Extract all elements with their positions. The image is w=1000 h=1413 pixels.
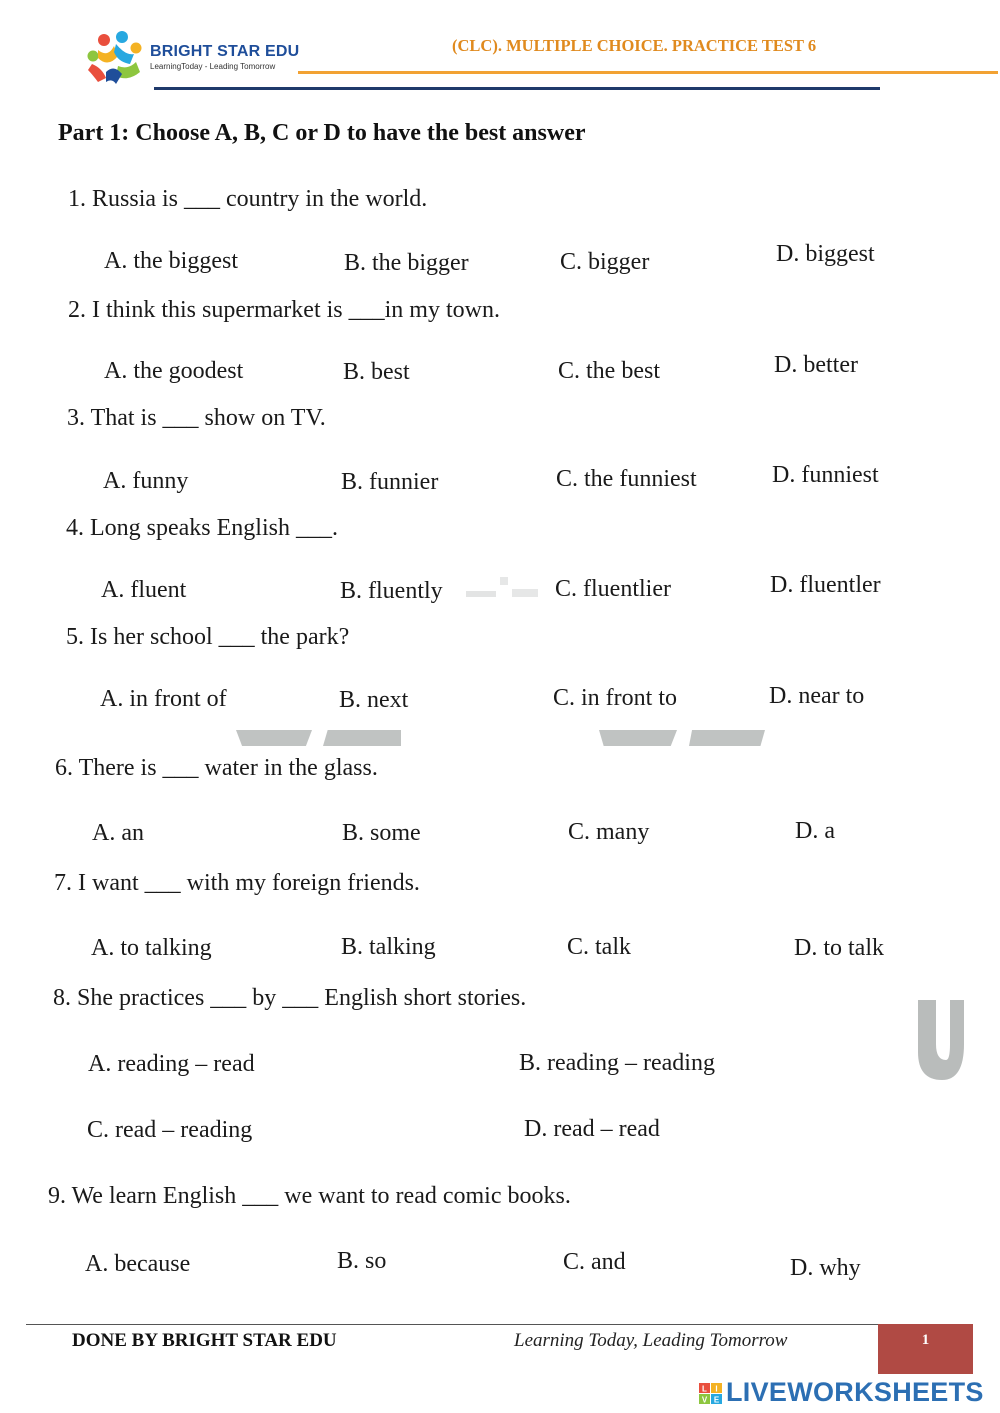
brand-tagline: LearningToday - Leading Tomorrow bbox=[150, 62, 276, 71]
question-4-option-b[interactable]: B. fluently bbox=[340, 578, 443, 604]
question-3-option-b[interactable]: B. funnier bbox=[341, 469, 439, 495]
question-9-option-c[interactable]: C. and bbox=[563, 1249, 626, 1275]
question-6-option-d[interactable]: D. a bbox=[795, 818, 835, 844]
brand-name: BRIGHT STAR EDU bbox=[150, 43, 300, 60]
question-4: 4. Long speaks English ___. bbox=[66, 515, 338, 541]
question-5-option-a[interactable]: A. in front of bbox=[100, 686, 227, 712]
page-number: 1 bbox=[921, 1332, 930, 1348]
question-8: 8. She practices ___ by ___ English short stories. bbox=[53, 985, 527, 1011]
badge-letter-l: L bbox=[702, 1384, 707, 1394]
question-3-option-d[interactable]: D. funniest bbox=[772, 462, 879, 488]
part-title: Part 1: Choose A, B, C or D to have the best answer bbox=[58, 120, 586, 146]
question-8-option-b[interactable]: B. reading – reading bbox=[519, 1050, 715, 1076]
header-rule-navy bbox=[154, 87, 880, 90]
question-1-option-c[interactable]: C. bigger bbox=[560, 249, 650, 275]
watermark-fragment bbox=[323, 730, 401, 746]
question-5-option-b[interactable]: B. next bbox=[339, 687, 409, 713]
question-2-option-d[interactable]: D. better bbox=[774, 352, 858, 378]
question-2: 2. I think this supermarket is ___in my town. bbox=[68, 297, 500, 323]
question-1-option-d[interactable]: D. biggest bbox=[776, 241, 875, 267]
question-5: 5. Is her school ___ the park? bbox=[66, 624, 350, 650]
question-1: 1. Russia is ___ country in the world. bbox=[68, 186, 428, 212]
question-3: 3. That is ___ show on TV. bbox=[67, 405, 326, 431]
question-6-option-a[interactable]: A. an bbox=[92, 820, 144, 846]
liveworksheets-wordmark[interactable]: LIVEWORKSHEETS bbox=[726, 1377, 984, 1407]
header-rule-orange bbox=[298, 71, 998, 74]
question-7: 7. I want ___ with my foreign friends. bbox=[54, 870, 420, 896]
question-2-option-c[interactable]: C. the best bbox=[558, 358, 660, 384]
question-3-option-a[interactable]: A. funny bbox=[103, 468, 189, 494]
badge-letter-e: E bbox=[713, 1395, 720, 1405]
watermark-letter-icon bbox=[916, 1000, 964, 1080]
question-9-option-d[interactable]: D. why bbox=[790, 1255, 861, 1281]
question-7-option-a[interactable]: A. to talking bbox=[91, 935, 212, 961]
liveworksheets-logo-icon bbox=[698, 1376, 724, 1410]
footer-credit: DONE BY BRIGHT STAR EDU bbox=[72, 1330, 337, 1351]
question-8-option-d[interactable]: D. read – read bbox=[524, 1116, 660, 1142]
question-4-option-a[interactable]: A. fluent bbox=[101, 577, 187, 603]
question-7-option-b[interactable]: B. talking bbox=[341, 934, 436, 960]
question-9: 9. We learn English ___ we want to read comic books. bbox=[48, 1183, 571, 1209]
footer-slogan: Learning Today, Leading Tomorrow bbox=[514, 1330, 788, 1351]
question-7-option-c[interactable]: C. talk bbox=[567, 934, 631, 960]
question-2-option-a[interactable]: A. the goodest bbox=[104, 358, 244, 384]
question-8-option-a[interactable]: A. reading – read bbox=[88, 1051, 255, 1077]
watermark-fragment bbox=[236, 730, 312, 746]
question-3-option-c[interactable]: C. the funniest bbox=[556, 466, 697, 492]
footer-rule bbox=[26, 1324, 878, 1325]
question-9-option-a[interactable]: A. because bbox=[85, 1251, 191, 1277]
question-5-option-c[interactable]: C. in front to bbox=[553, 685, 677, 711]
question-9-option-b[interactable]: B. so bbox=[337, 1248, 387, 1274]
watermark-fragment bbox=[599, 730, 677, 746]
question-4-option-d[interactable]: D. fluentler bbox=[770, 572, 881, 598]
test-title: (CLC). MULTIPLE CHOICE. PRACTICE TEST 6 bbox=[452, 36, 817, 55]
question-1-option-a[interactable]: A. the biggest bbox=[104, 248, 238, 274]
question-6-option-b[interactable]: B. some bbox=[342, 820, 421, 846]
badge-letter-i: I bbox=[715, 1384, 718, 1394]
question-5-option-d[interactable]: D. near to bbox=[769, 683, 865, 709]
watermark-smudge-icon bbox=[462, 575, 542, 601]
brand-logo-icon bbox=[84, 28, 148, 88]
page-number-box bbox=[878, 1324, 973, 1374]
question-2-option-b[interactable]: B. best bbox=[343, 359, 410, 385]
badge-letter-v: V bbox=[701, 1395, 708, 1405]
question-8-option-c[interactable]: C. read – reading bbox=[87, 1117, 253, 1143]
question-6: 6. There is ___ water in the glass. bbox=[55, 755, 378, 781]
question-6-option-c[interactable]: C. many bbox=[568, 819, 650, 845]
question-7-option-d[interactable]: D. to talk bbox=[794, 935, 884, 961]
question-4-option-c[interactable]: C. fluentlier bbox=[555, 576, 671, 602]
watermark-fragment bbox=[689, 730, 765, 746]
question-1-option-b[interactable]: B. the bigger bbox=[344, 250, 469, 276]
